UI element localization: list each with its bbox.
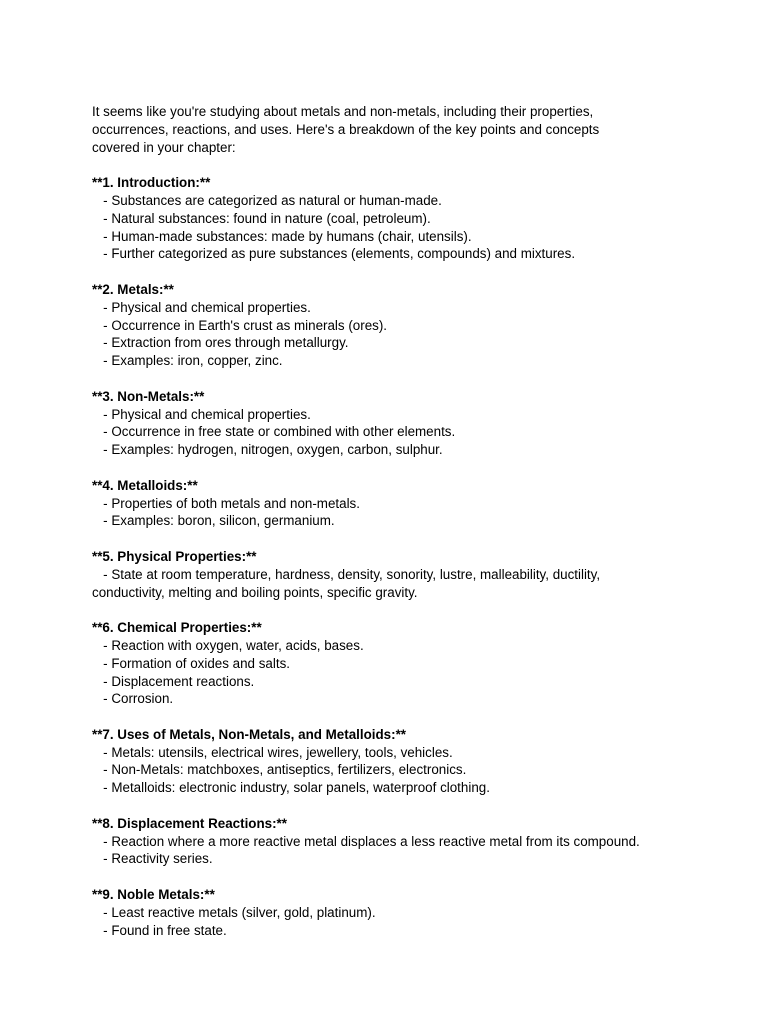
section-title: **1. Introduction:** bbox=[92, 175, 211, 191]
section-item: - State at room temperature, hardness, density, sonority, lustre, malleability, ductility, bbox=[92, 566, 601, 582]
section-metals bbox=[92, 281, 692, 370]
section-item: - Natural substances: found in nature (coal, petroleum). bbox=[92, 210, 431, 226]
section-non-metals bbox=[92, 388, 692, 459]
intro-paragraph bbox=[92, 103, 692, 156]
section-title: **6. Chemical Properties:** bbox=[92, 620, 262, 636]
section-item: - Displacement reactions. bbox=[92, 673, 255, 689]
section-title: **7. Uses of Metals, Non-Metals, and Metalloids:** bbox=[92, 726, 407, 742]
section-metalloids bbox=[92, 477, 692, 530]
section-uses bbox=[92, 726, 692, 797]
section-item: - Non-Metals: matchboxes, antiseptics, fertilizers, electronics. bbox=[92, 762, 467, 778]
section-item: - Extraction from ores through metallurgy. bbox=[92, 335, 349, 351]
section-displacement-reactions bbox=[92, 815, 692, 868]
document-page bbox=[92, 103, 692, 957]
section-title: **5. Physical Properties:** bbox=[92, 548, 257, 564]
section-item: - Examples: iron, copper, zinc. bbox=[92, 353, 283, 369]
section-chemical-properties bbox=[92, 619, 692, 708]
section-item: - Physical and chemical properties. bbox=[92, 299, 311, 315]
intro-line: covered in your chapter: bbox=[92, 139, 236, 155]
section-item: - Reaction where a more reactive metal displaces a less reactive metal from its compound. bbox=[92, 833, 640, 849]
section-item: - Found in free state. bbox=[92, 922, 227, 938]
section-item: - Formation of oxides and salts. bbox=[92, 655, 290, 671]
section-title: **9. Noble Metals:** bbox=[92, 887, 215, 903]
section-item: - Human-made substances: made by humans (chair, utensils). bbox=[92, 228, 472, 244]
section-item: - Reactivity series. bbox=[92, 851, 213, 867]
section-noble-metals bbox=[92, 886, 692, 939]
section-item: - Physical and chemical properties. bbox=[92, 406, 311, 422]
section-title: **3. Non-Metals:** bbox=[92, 388, 205, 404]
section-title: **8. Displacement Reactions:** bbox=[92, 815, 287, 831]
section-item: - Corrosion. bbox=[92, 691, 174, 707]
section-item: conductivity, melting and boiling points, specific gravity. bbox=[92, 584, 418, 600]
section-item: - Occurrence in Earth's crust as minerals (ores). bbox=[92, 317, 388, 333]
intro-line: It seems like you're studying about metals and non-metals, including their properties, bbox=[92, 104, 594, 119]
section-item: - Examples: boron, silicon, germanium. bbox=[92, 513, 335, 529]
section-title: **2. Metals:** bbox=[92, 281, 174, 297]
section-item: - Further categorized as pure substances (elements, compounds) and mixtures. bbox=[92, 246, 576, 262]
section-item: - Occurrence in free state or combined with other elements. bbox=[92, 424, 456, 440]
section-item: - Metals: utensils, electrical wires, jewellery, tools, vehicles. bbox=[92, 744, 453, 760]
intro-line: occurrences, reactions, and uses. Here's a breakdown of the key points and concepts bbox=[92, 121, 600, 137]
section-item: - Properties of both metals and non-metals. bbox=[92, 495, 360, 511]
section-item: - Metalloids: electronic industry, solar panels, waterproof clothing. bbox=[92, 780, 490, 796]
section-item: - Reaction with oxygen, water, acids, bases. bbox=[92, 637, 364, 653]
section-physical-properties bbox=[92, 548, 692, 601]
section-item: - Least reactive metals (silver, gold, platinum). bbox=[92, 904, 376, 920]
section-title: **4. Metalloids:** bbox=[92, 477, 198, 493]
section-item: - Substances are categorized as natural or human-made. bbox=[92, 192, 442, 208]
section-introduction bbox=[92, 174, 692, 263]
section-item: - Examples: hydrogen, nitrogen, oxygen, carbon, sulphur. bbox=[92, 442, 443, 458]
